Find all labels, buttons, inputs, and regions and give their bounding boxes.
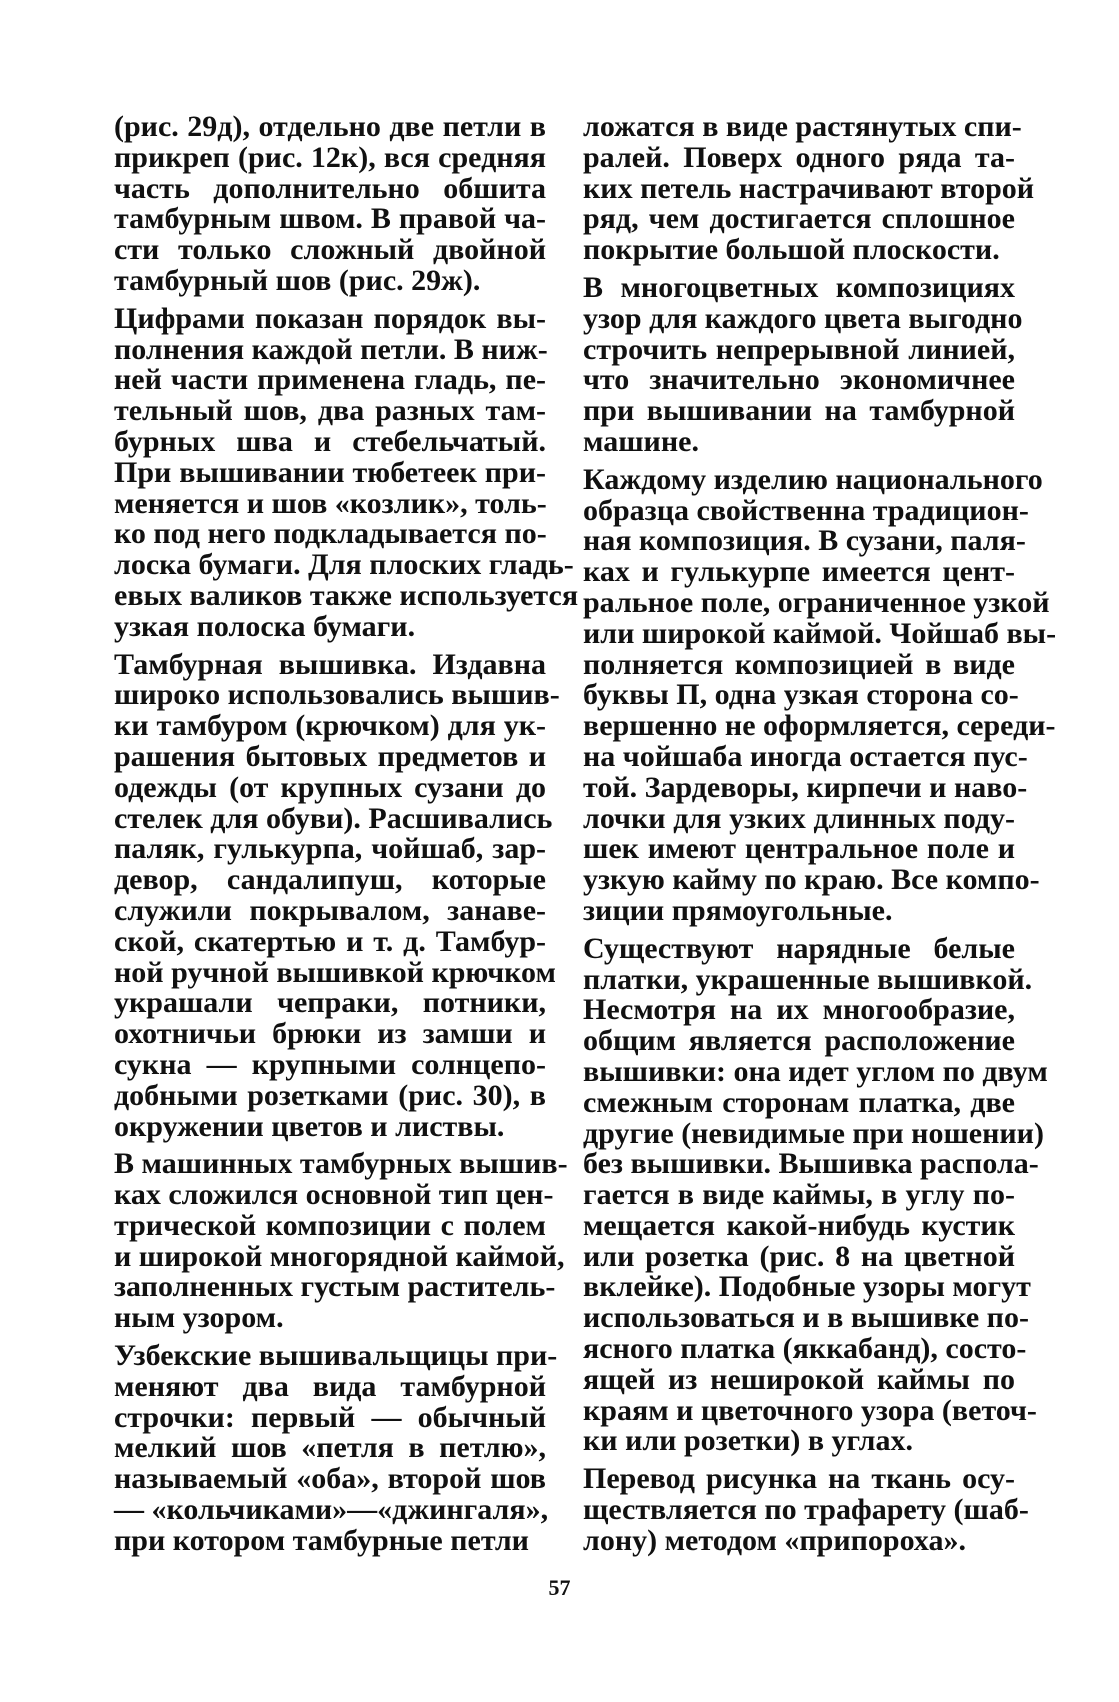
text-line: что значительно экономичнее bbox=[583, 363, 1015, 397]
text-line: лоска бумаги. Для плоских гладь- bbox=[114, 548, 574, 582]
text-line: ложатся в виде растянутых спи- bbox=[583, 110, 1022, 143]
text-line: — «кольчиками»—«джингаля», bbox=[114, 1493, 549, 1527]
text-line: зиции прямоугольные. bbox=[583, 893, 893, 927]
text-line: охотничьи брюки из замши и bbox=[114, 1017, 546, 1051]
text-line: ки тамбуром (крючком) для ук- bbox=[114, 709, 546, 743]
text-line: ясного платка (яккабанд), состо- bbox=[583, 1332, 1027, 1366]
text-line: буквы П, одна узкая сторона со- bbox=[583, 678, 1019, 712]
text-line: лочки для узких длинных поду- bbox=[583, 801, 1015, 835]
text-line: полнения каждой петли. В ниж- bbox=[114, 332, 548, 366]
text-line: При вышивании тюбетеек при- bbox=[114, 455, 546, 489]
text-line: ких петель настрачивают второй bbox=[583, 171, 1035, 205]
text-line: тельный шов, два разных там- bbox=[114, 394, 546, 428]
text-line: девор, сандалипуш, которые bbox=[114, 863, 546, 897]
text-line: меняется и шов «козлик», толь- bbox=[114, 486, 547, 520]
text-line: ралей. Поверх одного ряда та- bbox=[583, 140, 1015, 174]
text-line: тамбурным швом. В правой ча- bbox=[114, 202, 546, 236]
text-line: паляк, гулькурпа, чойшаб, зар- bbox=[114, 832, 546, 866]
text-line: при вышивании на тамбурной bbox=[583, 394, 1015, 428]
paragraph bbox=[583, 270, 1023, 458]
text-line: бурных шва и стебельчатый. bbox=[114, 424, 546, 458]
text-line: меняют два вида тамбурной bbox=[114, 1369, 546, 1403]
text-line: смежным сторонам платка, две bbox=[583, 1085, 1015, 1119]
text-line: тамбурный шов (рис. 29ж). bbox=[114, 263, 481, 297]
text-line: Перевод рисунка на ткань осу- bbox=[583, 1462, 1015, 1496]
text-line: мещается какой-нибудь кустик bbox=[583, 1208, 1015, 1242]
text-line: использоваться и в вышивке по- bbox=[583, 1301, 1029, 1335]
text-line: и широкой многорядной каймой, bbox=[114, 1239, 565, 1273]
text-line: другие (невидимые при ношении) bbox=[583, 1116, 1044, 1150]
text-line: ки или розетки) в углах. bbox=[583, 1424, 913, 1458]
text-line: или широкой каймой. Чойшаб вы- bbox=[583, 616, 1057, 650]
text-line: (рис. 29д), отдельно две петли в bbox=[114, 110, 546, 143]
paragraph bbox=[583, 110, 1035, 267]
text-line: Узбекские вышивальщицы при- bbox=[114, 1339, 558, 1373]
text-line: образца свойственна традицион- bbox=[583, 493, 1029, 527]
text-line: без вышивки. Вышивка распола- bbox=[583, 1147, 1039, 1181]
text-line: мелкий шов «петля в петлю», bbox=[114, 1431, 546, 1465]
paragraph bbox=[114, 647, 560, 1143]
text-line: строчить непрерывной линией, bbox=[583, 332, 1015, 366]
text-line: ской, скатертью и т. д. Тамбур- bbox=[114, 924, 546, 958]
text-line: В машинных тамбурных вышив- bbox=[114, 1147, 568, 1181]
text-line: трической композиции с полем bbox=[114, 1208, 546, 1242]
text-line: платки, украшенные вышивкой. bbox=[583, 962, 1033, 996]
text-line: вклейке). Подобные узоры могут bbox=[583, 1270, 1031, 1304]
text-line: машине. bbox=[583, 424, 699, 458]
text-line: строчки: первый — обычный bbox=[114, 1400, 546, 1434]
paragraph bbox=[583, 931, 1048, 1458]
text-line: лону) методом «припороха». bbox=[583, 1523, 966, 1557]
text-line: широко использовались вышив- bbox=[114, 678, 560, 712]
text-line: ральное поле, ограниченное узкой bbox=[583, 585, 1050, 619]
left-column bbox=[114, 110, 579, 1564]
text-line: ряд, чем достигается сплошное bbox=[583, 202, 1015, 236]
text-line: ках сложился основной тип цен- bbox=[114, 1178, 554, 1212]
paragraph bbox=[583, 1462, 1029, 1557]
text-line: Цифрами показан порядок вы- bbox=[114, 301, 546, 335]
text-line: Существуют нарядные белые bbox=[583, 931, 1015, 965]
text-line: евых валиков также используется bbox=[114, 578, 579, 612]
text-line: часть дополнительно обшита bbox=[114, 171, 546, 205]
text-line: полняется композицией в виде bbox=[583, 647, 1015, 681]
text-line: краям и цветочного узора (веточ- bbox=[583, 1393, 1037, 1427]
text-line: прикреп (рис. 12к), вся средняя bbox=[114, 140, 546, 174]
paragraph bbox=[114, 112, 546, 297]
text-line: узкая полоска бумаги. bbox=[114, 609, 416, 643]
text-line: одежды (от крупных сузани до bbox=[114, 770, 546, 804]
text-line: сукна — крупными солнцепо- bbox=[114, 1047, 546, 1081]
text-line: стелек для обуви). Расшивались bbox=[114, 801, 553, 835]
text-line: вышивки: она идет углом по двум bbox=[583, 1054, 1048, 1088]
text-line: добными розетками (рис. 30), в bbox=[114, 1078, 546, 1112]
text-line: рашения бытовых предметов и bbox=[114, 739, 546, 773]
text-line: вершенно не оформляется, середи- bbox=[583, 709, 1056, 743]
right-column bbox=[583, 110, 1057, 1564]
text-line: при котором тамбурные петли bbox=[114, 1523, 529, 1557]
text-line: ная композиция. В сузани, паля- bbox=[583, 524, 1026, 558]
text-line: называемый «оба», второй шов bbox=[114, 1462, 546, 1496]
text-line: на чойшаба иногда остается пус- bbox=[583, 739, 1028, 773]
paragraph bbox=[583, 462, 1057, 927]
text-line: служили покрывалом, занаве- bbox=[114, 893, 546, 927]
text-line: покрытие большой плоскости. bbox=[583, 233, 1000, 267]
text-line: Тамбурная вышивка. Издавна bbox=[114, 647, 546, 681]
paragraph bbox=[114, 1147, 568, 1335]
text-line: узкую кайму по краю. Все компо- bbox=[583, 863, 1040, 897]
paragraph bbox=[114, 301, 579, 643]
text-line: ществляется по трафарету (шаб- bbox=[583, 1493, 1029, 1527]
text-line: заполненных густым раститель- bbox=[114, 1270, 556, 1304]
text-line: или розетка (рис. 8 на цветной bbox=[583, 1239, 1015, 1273]
text-line: той. Зардеворы, кирпечи и наво- bbox=[583, 770, 1028, 804]
paragraph bbox=[114, 1339, 558, 1557]
text-line: ко под него подкладывается по- bbox=[114, 517, 547, 551]
text-line: узор для каждого цвета выгодно bbox=[583, 301, 1023, 335]
text-line: В многоцветных композициях bbox=[583, 270, 1015, 304]
text-line: ках и гулькурпе имеется цент- bbox=[583, 555, 1015, 589]
text-line: гается в виде каймы, в углу по- bbox=[583, 1178, 1015, 1212]
text-line: Несмотря на их многообразие, bbox=[583, 993, 1015, 1027]
text-line: Каждому изделию национального bbox=[583, 462, 1043, 496]
text-line: ной ручной вышивкой крючком bbox=[114, 955, 556, 989]
text-line: ящей из неширокой каймы по bbox=[583, 1362, 1015, 1396]
text-line: общим является расположение bbox=[583, 1024, 1015, 1058]
text-line: ней части применена гладь, пе- bbox=[114, 363, 546, 397]
text-line: украшали чепраки, потники, bbox=[114, 986, 546, 1020]
page-number: 57 bbox=[548, 1575, 571, 1600]
text-line: ным узором. bbox=[114, 1301, 284, 1335]
text-line: шек имеют центральное поле и bbox=[583, 832, 1015, 866]
text-line: окружении цветов и листвы. bbox=[114, 1109, 505, 1143]
text-line: сти только сложный двойной bbox=[114, 233, 546, 267]
